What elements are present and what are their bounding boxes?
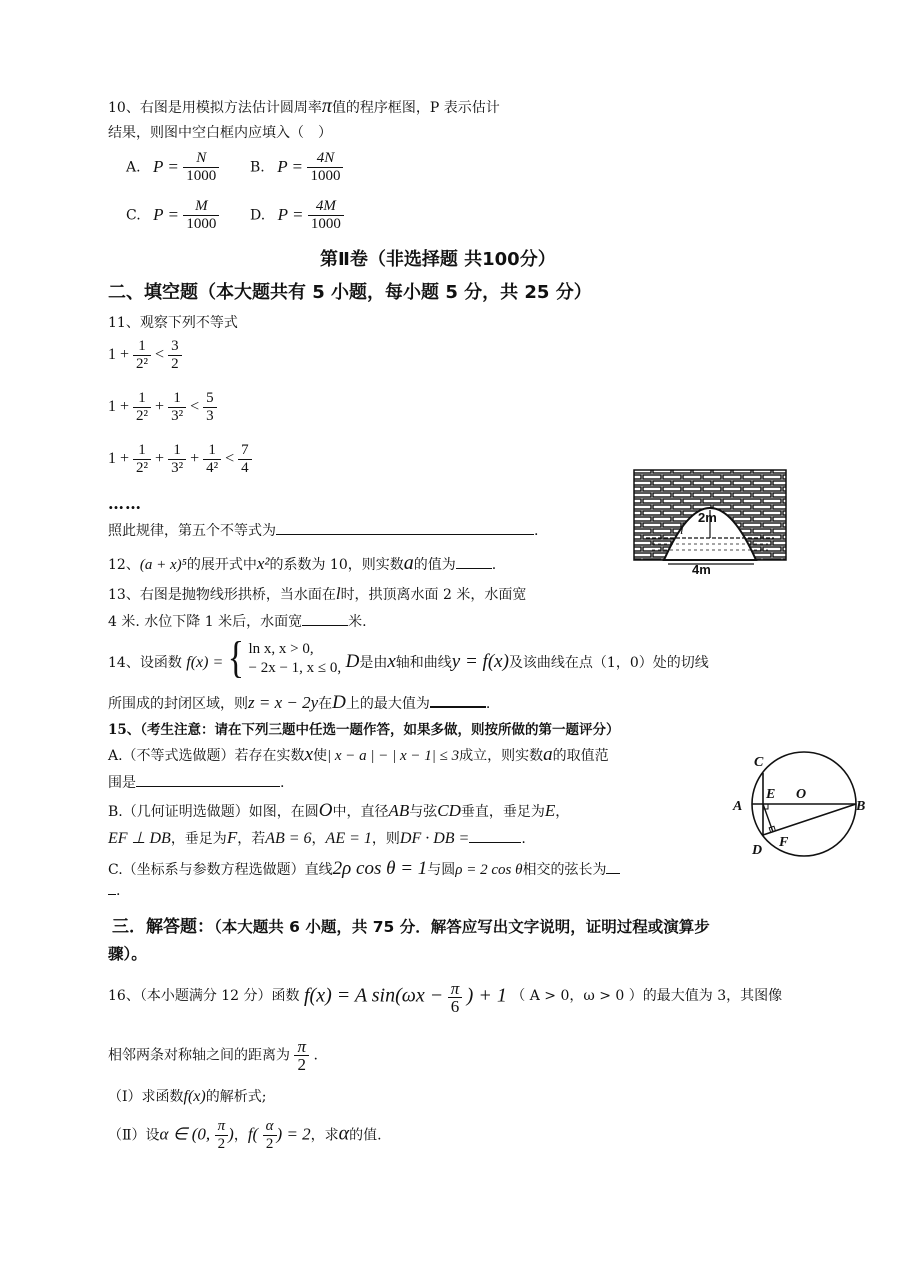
q16-part1: （Ⅰ）求函数f(x)的解析式; [108,1088,267,1105]
q12-answer-blank[interactable] [456,554,492,569]
part3-heading-line1: 三．解答题：（本大题共 6 小题，共 75 分．解答应写出文字说明，证明过程或演算步 [112,917,710,937]
q11-ineq2: 1 + $\frac{1}{\text{2²}}$ + $\frac{1}{\text{3²}}$ < $\frac{5}{3}$ [108,390,217,425]
circle-geometry-figure [727,748,869,862]
q11-answer-blank[interactable] [276,520,534,535]
label-D: D [752,843,763,858]
q15-a-answer-blank[interactable] [136,772,280,787]
parabolic-bridge-figure [632,468,788,580]
q15-b-answer-blank[interactable] [469,828,521,843]
label-B: B [856,799,866,814]
q10-option-c: C. P = $\frac{M}{1000}$ [126,198,219,233]
label-4m: 4m [692,562,711,577]
q10-line1: 10、右图是用模拟方法估计圆周率π值的程序框图，P 表示估计 [108,95,500,117]
q14-line1: 14、设函数 f(x) = { ln x, x > 0, − 2x − 1, x ≤ 0, D是由x轴和曲线y = f(x)及该曲线在点（1，0）处的切线 [108,634,709,683]
part2-heading: 二、填空题（本大题共有 5 小题，每小题 5 分，共 25 分） [108,282,592,303]
label-O: O [796,787,807,802]
q13-line2: 4 米. 水位下降 1 米后，水面宽 米. [108,611,367,631]
label-2m: 2m [698,510,717,525]
q14-line2: 所围成的封闭区域，则z = x − 2y在D上的最大值为 . [108,692,491,713]
q15-b-line1: B.（几何证明选做题）如图，在圆O中，直径AB与弦CD垂直，垂足为E， [108,800,570,821]
q10-option-d: D. P = $\frac{4M}{1000}$ [250,198,344,233]
q16-line2: 相邻两条对称轴之间的距离为 $\frac{\pi}{2}$ . [108,1037,318,1074]
q14-answer-blank[interactable] [430,692,486,708]
q11-ask: 照此规律，第五个不等式为 . [108,520,538,540]
q15-b-line2: EF ⊥ DB，垂足为F，若AB = 6，AE = 1，则DF · DB = . [108,828,526,847]
part3-heading-line2: 骤）。 [108,945,147,963]
q11-ineq1: 1 + $\frac{1}{\text{2²}}$ < $\frac{3}{2}$ [108,338,182,373]
q11-ineq3: 1 + $\frac{1}{\text{2²}}$ + $\frac{1}{\text{3²}}$ + $\frac{1}{\text{4²}}$ < $\frac{7}{4}$ [108,442,252,477]
label-l: l [680,522,684,537]
label-E: E [766,787,776,802]
q15-heading: 15、（考生注意：请在下列三题中任选一题作答，如果多做，则按所做的第一题评分） [108,722,620,738]
q12: 12、(a + x)⁵的展开式中x²的系数为 10，则实数a的值为 . [108,552,497,574]
label-F: F [779,835,789,850]
q15-c-line2: . [108,880,120,899]
q16-part2: （Ⅱ）设α ∈ (0, $\frac{\pi}{2}$ )，f( $\frac{\alpha}{2}$ ) = 2，求α的值. [108,1118,382,1152]
q16-line1: 16、（本小题满分 12 分）函数 f(x) = A sin(ωx − $\frac{\pi}{6}$ ) + 1 （ A > 0，ω > 0 ）的最大值为 3，其图像 [108,979,783,1016]
q10-line2: 结果，则图中空白框内应填入（ ） [108,125,332,141]
q10-option-b: B. P = $\frac{4N}{1000}$ [250,150,343,185]
label-C: C [754,755,764,770]
q13-answer-blank[interactable] [302,611,348,626]
q15-a-line2: 围是 . [108,772,284,792]
q11-intro: 11、观察下列不等式 [108,315,238,331]
q11-dots: …… [108,494,142,513]
q10-option-a: A. P = $\frac{N}{1000}$ [126,150,219,185]
q15-c-line1: C.（坐标系与参数方程选做题）直线2ρ cos θ = 1与圆ρ = 2 cos θ相交的弦长为 [108,858,620,880]
label-A: A [733,799,743,814]
q15-c-answer-blank[interactable] [606,859,620,874]
section2-title: 第Ⅱ卷（非选择题 共100分） [320,249,556,270]
q13-line1: 13、右图是抛物线形拱桥，当水面在l时，拱顶离水面 2 米，水面宽 [108,584,527,603]
q15-a-line1: A.（不等式选做题）若存在实数x使| x − a | − | x − 1| ≤ 3成立，则实数a的取值范 [108,744,609,765]
